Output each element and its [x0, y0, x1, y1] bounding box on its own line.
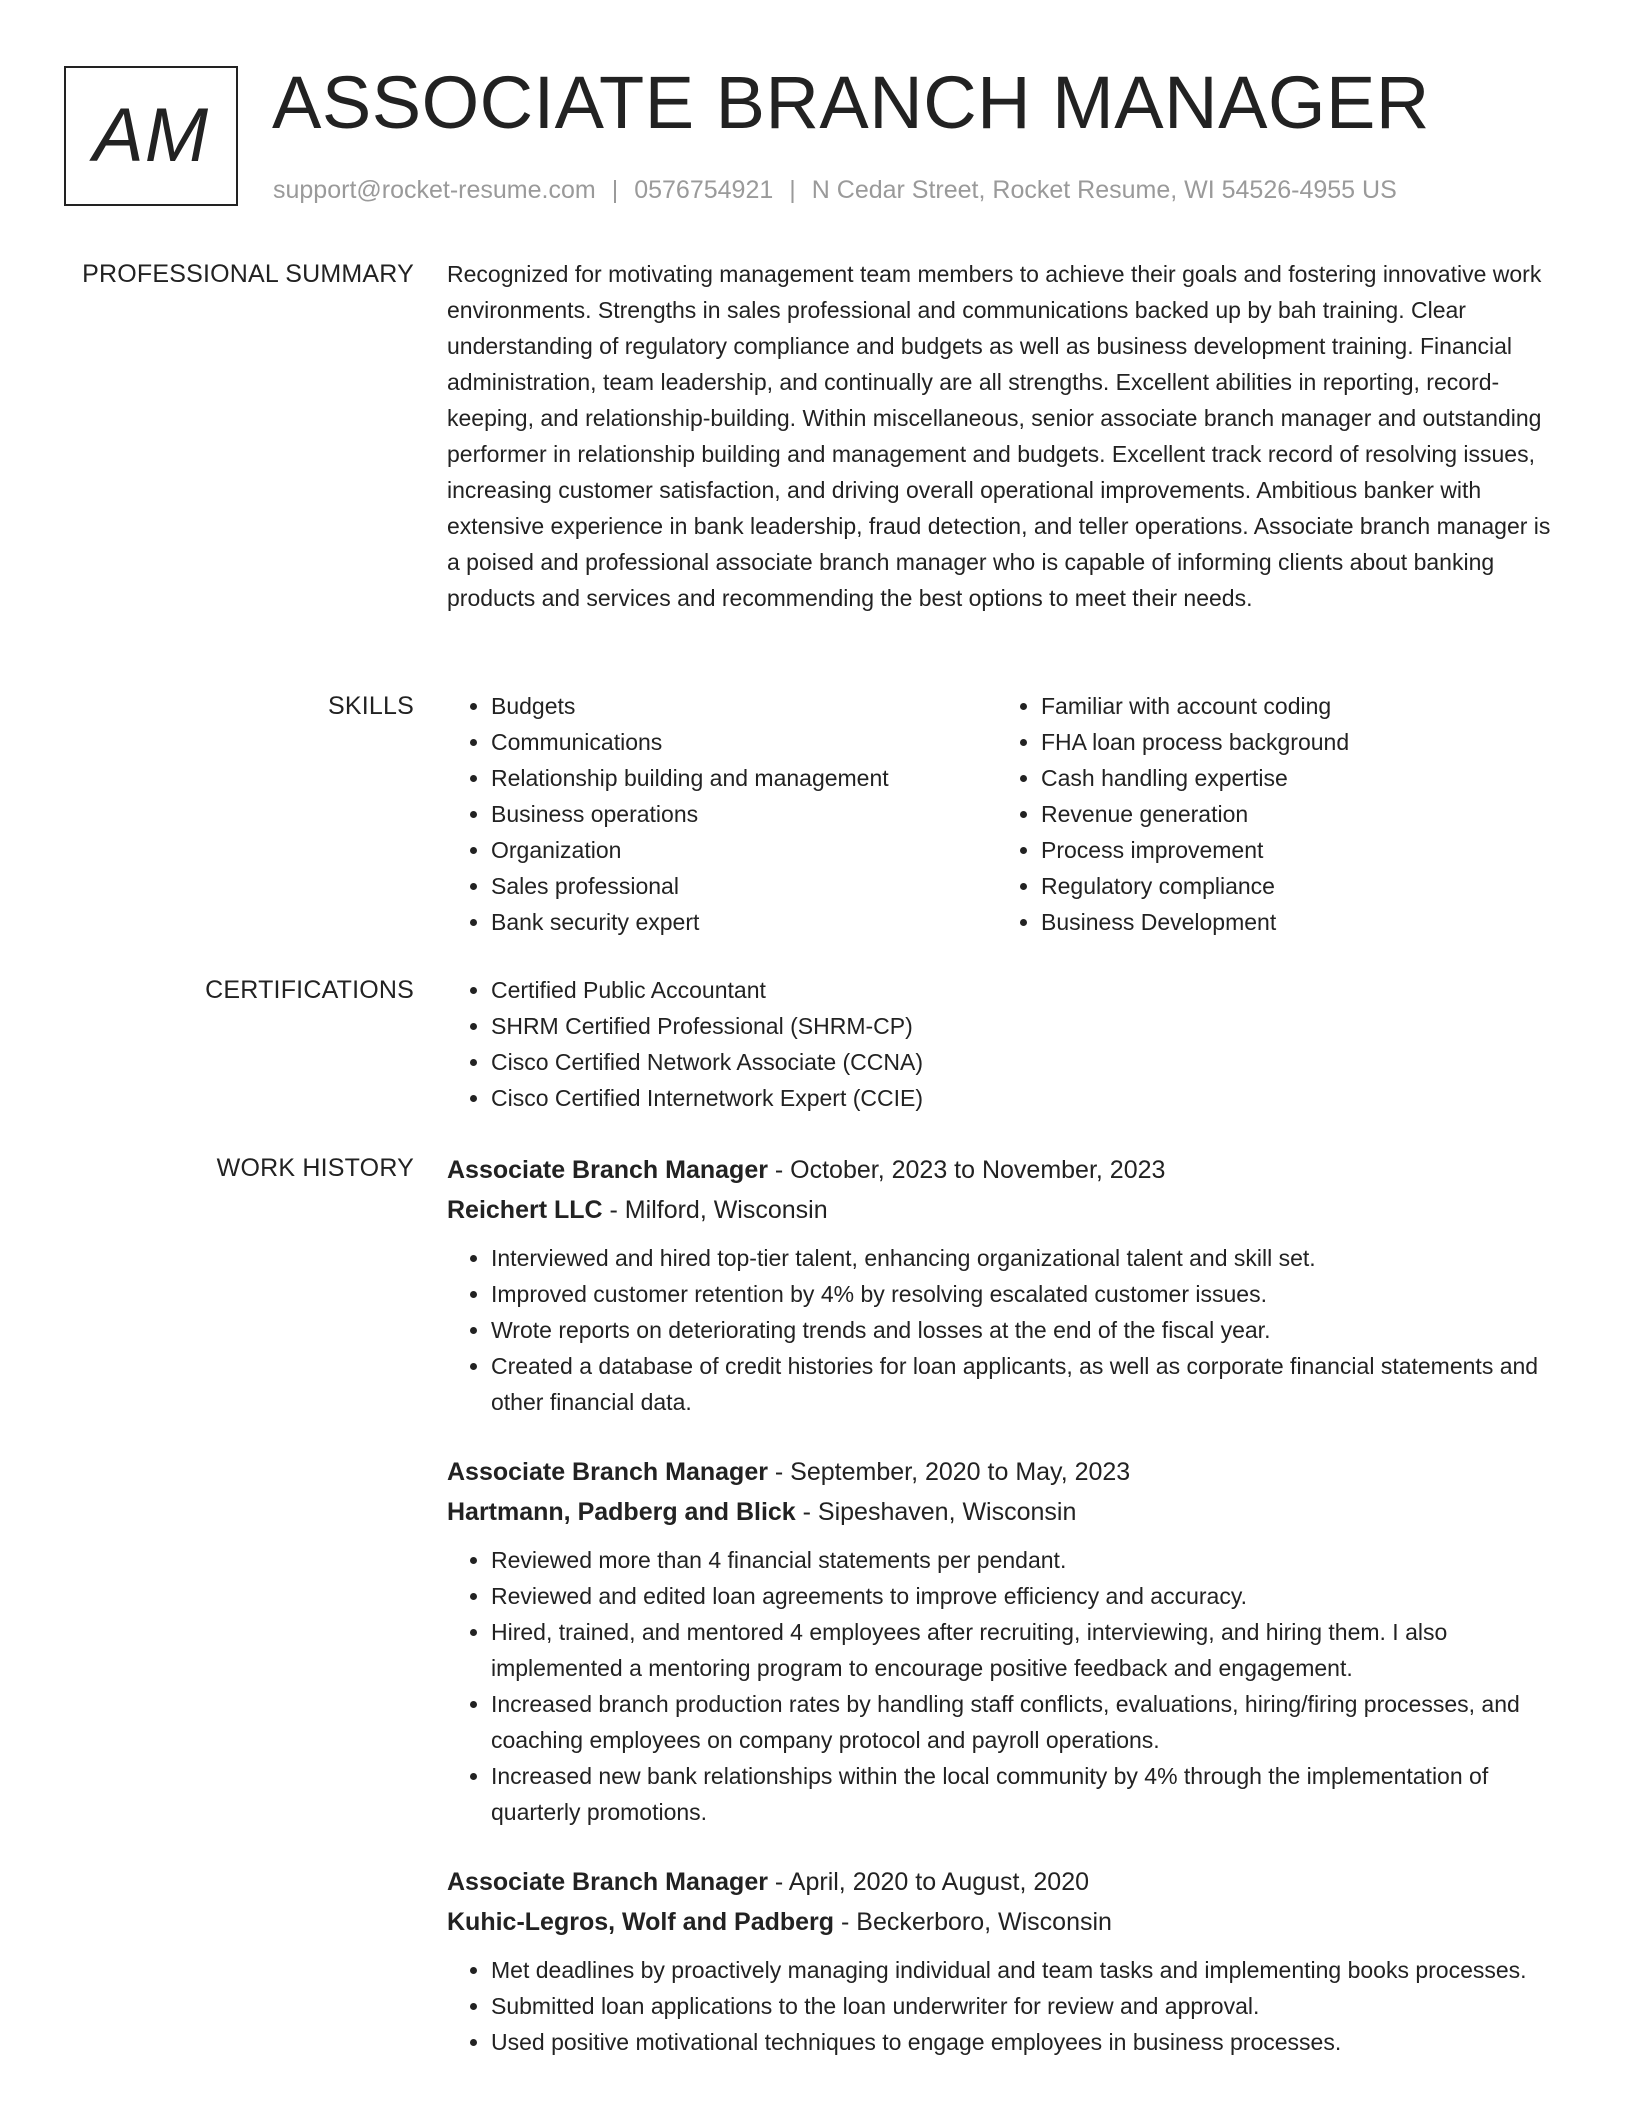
skill-item: • Relationship building and management: [491, 760, 997, 796]
certification-item: • Cisco Certified Network Associate (CCNA): [491, 1044, 1567, 1080]
section-label-summary: PROFESSIONAL SUMMARY: [82, 260, 414, 288]
section-label-skills: SKILLS: [328, 692, 414, 720]
skills-list-2: [997, 688, 1547, 940]
contact-separator: |: [789, 176, 796, 204]
contact-phone[interactable]: 0576754921: [634, 176, 774, 204]
summary-body: [447, 256, 1567, 616]
job-bullet: • Reviewed and edited loan agreements to improve efficiency and accuracy.: [491, 1578, 1567, 1614]
job-company: Kuhic-Legros, Wolf and Padberg: [447, 1908, 835, 1936]
job-company-line: [447, 1190, 1567, 1230]
certifications-list: [447, 972, 1567, 1116]
job-title: Associate Branch Manager: [447, 1458, 768, 1486]
job-entry: [447, 1150, 1567, 1420]
skills-list-1: [447, 688, 997, 940]
skill-item: • Familiar with account coding: [1041, 688, 1547, 724]
job-bullet: • Hired, trained, and mentored 4 employees after recruiting, interviewing, and hiring them. I also implemented a mentoring program to encourage positive feedback and engagement.: [491, 1614, 1567, 1686]
job-title: Associate Branch Manager: [447, 1868, 768, 1896]
job-bullet: • Submitted loan applications to the loan underwriter for review and approval.: [491, 1988, 1567, 2024]
skill-item: • Bank security expert: [491, 904, 997, 940]
contact-line: [273, 172, 1397, 208]
job-location: - Sipeshaven, Wisconsin: [795, 1498, 1077, 1526]
summary-text: Recognized for motivating management team members to achieve their goals and fostering innovative work environments. Strengths in sales professional and communications backed up by bah training. Clear understanding of regulatory compliance and budgets as well as business development training. Financial administration, team leadership, and continually are all strengths. Excellent abilities in reporting, record-keeping, and relationship-building. Within miscellaneous, senior associate branch manager and outstanding performer in relationship building and management and budgets. Excellent track record of resolving issues, increasing customer satisfaction, and driving overall operational improvements. Ambitious banker with extensive experience in bank leadership, fraud detection, and teller operations. Associate branch manager is a poised and professional associate branch manager who is capable of informing clients about banking products and services and recommending the best options to meet their needs.: [447, 261, 1551, 611]
job-bullet: • Created a database of credit histories for loan applicants, as well as corporate financial statements and other financial data.: [491, 1348, 1567, 1420]
job-dates: - April, 2020 to August, 2020: [767, 1868, 1090, 1896]
skill-item: • Communications: [491, 724, 997, 760]
job-bullet: • Reviewed more than 4 financial statements per pendant.: [491, 1542, 1567, 1578]
job-entry: [447, 1862, 1567, 2060]
job-bullet: • Met deadlines by proactively managing individual and team tasks and implementing books processes.: [491, 1952, 1567, 1988]
job-bullet: • Interviewed and hired top-tier talent, enhancing organizational talent and skill set.: [491, 1240, 1567, 1276]
contact-address: N Cedar Street, Rocket Resume, WI 54526-4955 US: [811, 176, 1397, 204]
skill-item: • Business operations: [491, 796, 997, 832]
job-company: Reichert LLC: [447, 1196, 603, 1224]
job-bullet: • Improved customer retention by 4% by resolving escalated customer issues.: [491, 1276, 1567, 1312]
certifications-body: [447, 972, 1567, 1116]
section-label-certifications: CERTIFICATIONS: [205, 976, 414, 1004]
job-bullets: [447, 1240, 1567, 1420]
certification-item: • Certified Public Accountant: [491, 972, 1567, 1008]
job-location: - Milford, Wisconsin: [602, 1196, 828, 1224]
skill-item: • FHA loan process background: [1041, 724, 1547, 760]
job-dates: - September, 2020 to May, 2023: [767, 1458, 1131, 1486]
job-bullet: • Increased branch production rates by handling staff conflicts, evaluations, hiring/firing processes, and coaching employees on company protocol and payroll operations.: [491, 1686, 1567, 1758]
skill-item: • Process improvement: [1041, 832, 1547, 868]
skill-item: • Revenue generation: [1041, 796, 1547, 832]
job-bullet: • Increased new bank relationships within the local community by 4% through the implementation of quarterly promotions.: [491, 1758, 1567, 1830]
contact-separator: |: [611, 176, 619, 204]
skill-item: • Business Development: [1041, 904, 1547, 940]
job-bullet: • Used positive motivational techniques to engage employees in business processes.: [491, 2024, 1567, 2060]
skill-item: • Sales professional: [491, 868, 997, 904]
job-entry: [447, 1452, 1567, 1830]
job-bullets: [447, 1542, 1567, 1830]
certification-item: • SHRM Certified Professional (SHRM-CP): [491, 1008, 1567, 1044]
certification-item: • Cisco Certified Internetwork Expert (CCIE): [491, 1080, 1567, 1116]
job-title-line: [447, 1150, 1567, 1190]
contact-email[interactable]: support@rocket-resume.com: [273, 176, 596, 204]
job-title: Associate Branch Manager: [447, 1156, 768, 1184]
job-location: - Beckerboro, Wisconsin: [834, 1908, 1112, 1936]
monogram-box: [64, 66, 238, 206]
job-bullets: [447, 1952, 1567, 2060]
skills-column-1: [447, 688, 997, 940]
job-dates: - October, 2023 to November, 2023: [767, 1156, 1166, 1184]
work-history-body: [447, 1150, 1567, 2092]
skill-item: • Cash handling expertise: [1041, 760, 1547, 796]
skill-item: • Budgets: [491, 688, 997, 724]
job-title-line: [447, 1452, 1567, 1492]
job-bullet: • Wrote reports on deteriorating trends and losses at the end of the fiscal year.: [491, 1312, 1567, 1348]
job-company: Hartmann, Padberg and Blick: [447, 1498, 796, 1526]
job-company-line: [447, 1902, 1567, 1942]
skill-item: • Regulatory compliance: [1041, 868, 1547, 904]
page-title: ASSOCIATE BRANCH MANAGER: [272, 61, 1430, 144]
skill-item: • Organization: [491, 832, 997, 868]
skills-column-2: [997, 688, 1547, 940]
section-label-work-history: WORK HISTORY: [216, 1154, 414, 1182]
job-title-line: [447, 1862, 1567, 1902]
monogram-initials: AM: [93, 93, 209, 178]
job-company-line: [447, 1492, 1567, 1532]
skills-body: [447, 688, 1567, 940]
